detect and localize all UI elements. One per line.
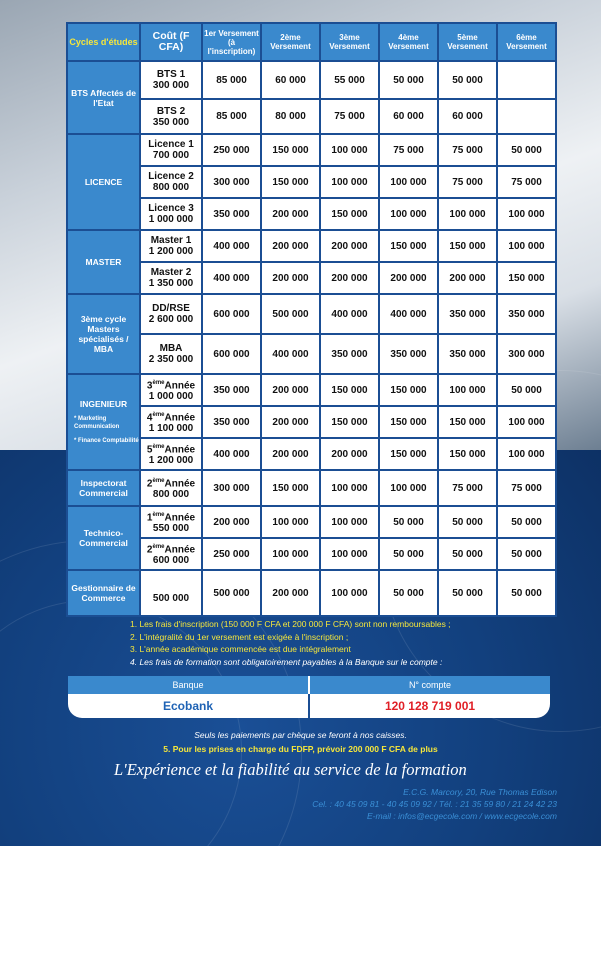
installment-cell: 85 000 [203, 62, 260, 98]
cycle-label: MASTER [85, 257, 122, 267]
installment-cell: 400 000 [262, 335, 319, 373]
table-header-row [68, 24, 555, 60]
program-name: Licence 3 [148, 203, 194, 214]
header-v4: 4ème Versement [380, 24, 437, 60]
program-cell [141, 62, 201, 98]
installment-cell: 350 000 [321, 335, 378, 373]
installment-cell: 150 000 [262, 135, 319, 165]
program-cost: 550 000 [152, 523, 190, 535]
program-year-number: 1 [146, 512, 153, 524]
cycle-label: Gestionnaire de Commerce [71, 583, 136, 603]
program-name: Master 1 [150, 235, 192, 246]
program-name: Année [164, 444, 196, 456]
installment-cell: 50 000 [380, 539, 437, 569]
program-name: Année [164, 544, 196, 556]
installment-cell: 400 000 [203, 263, 260, 293]
installment-cell: 50 000 [498, 375, 555, 405]
installment-cell: 85 000 [203, 100, 260, 133]
cycle-label: Technico-Commercial [79, 528, 128, 548]
account-header: N° compte [408, 680, 452, 690]
program-cost: 1 100 000 [148, 423, 194, 435]
table-row [68, 507, 555, 537]
installment-cell: 350 000 [380, 335, 437, 373]
installment-cell: 200 000 [439, 263, 496, 293]
installment-cell: 150 000 [262, 471, 319, 505]
installment-cell: 400 000 [321, 295, 378, 333]
table-row [68, 231, 555, 261]
installment-cell: 500 000 [262, 295, 319, 333]
program-year-number: 4 [146, 412, 153, 424]
installment-cell: 100 000 [321, 539, 378, 569]
program-name: Master 2 [150, 267, 192, 278]
table-row [68, 407, 555, 437]
program-cell [141, 100, 201, 133]
program-year-suffix: ème [152, 543, 165, 550]
program-name: Licence 1 [148, 139, 194, 150]
note-item: 3. L'année académique commencée est due intégralement [130, 644, 351, 654]
installment-cell: 50 000 [498, 539, 555, 569]
program-year-suffix: ème [152, 411, 165, 418]
contact-address: E.C.G. Marcory, 20, Rue Thomas Edison [403, 787, 557, 797]
table-row [68, 62, 555, 98]
installment-cell: 100 000 [262, 507, 319, 537]
installment-cell: 200 000 [321, 231, 378, 261]
note-item: 4. Les frais de formation sont obligatoirement payables à la Banque sur le compte : [130, 656, 443, 667]
installment-cell: 150 000 [380, 439, 437, 469]
program-cell [141, 231, 201, 261]
header-v1: 1er Versement (à l'inscription) [203, 24, 260, 60]
cheque-note: Seuls les paiements par chèque se feront à nos caisses. [194, 730, 407, 740]
installment-cell: 50 000 [380, 507, 437, 537]
installment-cell: 50 000 [498, 135, 555, 165]
installment-cell: 150 000 [321, 407, 378, 437]
header-v6: 6ème Versement [498, 24, 555, 60]
table-row [68, 335, 555, 373]
installment-cell: 150 000 [380, 407, 437, 437]
cycle-sub-label: * Finance Comptabilité [74, 438, 139, 444]
installment-cell: 150 000 [262, 167, 319, 197]
installment-cell: 350 000 [439, 295, 496, 333]
installment-cell: 300 000 [498, 335, 555, 373]
program-cell [141, 167, 201, 197]
program-year-suffix: ème [152, 443, 165, 450]
header-cost: Coût (F CFA) [141, 24, 201, 60]
installment-cell: 200 000 [321, 263, 378, 293]
installment-cell: 100 000 [439, 199, 496, 229]
program-name: DD/RSE [152, 303, 190, 314]
program-cell [141, 539, 201, 569]
table-row [68, 295, 555, 333]
installment-cell: 55 000 [321, 62, 378, 98]
installment-cell: 100 000 [498, 407, 555, 437]
installment-cell: 200 000 [262, 571, 319, 615]
cycle-label: INGENIEUR [79, 399, 128, 409]
installment-cell: 60 000 [262, 62, 319, 98]
installment-cell: 600 000 [203, 335, 260, 373]
installment-cell: 350 000 [203, 375, 260, 405]
installment-cell: 400 000 [203, 231, 260, 261]
installment-cell: 100 000 [439, 375, 496, 405]
program-cell [141, 471, 201, 505]
program-name: BTS 2 [156, 105, 186, 117]
program-name: Année [164, 512, 196, 524]
cycle-label: BTS Affectés de l'Etat [71, 87, 136, 108]
program-year-suffix: ème [152, 477, 165, 484]
installment-cell: 150 000 [439, 439, 496, 469]
bank-header: Banque [68, 676, 310, 694]
table-row [68, 167, 555, 197]
installment-cell: 150 000 [439, 231, 496, 261]
installment-cell: 75 000 [321, 100, 378, 133]
note-item: 1. Les frais d'inscription (150 000 F CFA et 200 000 F CFA) sont non remboursables ; [130, 619, 451, 629]
installment-cell: 400 000 [203, 439, 260, 469]
cycle-sub-label: * Marketing Communication [74, 416, 120, 430]
cycle-cell [68, 135, 139, 229]
program-cost: 1 200 000 [148, 455, 194, 467]
program-cost: 1 350 000 [148, 278, 194, 289]
installment-cell: 250 000 [203, 135, 260, 165]
table-row [68, 100, 555, 133]
program-name: Année [164, 380, 196, 392]
program-cell [141, 507, 201, 537]
installment-cell: 600 000 [203, 295, 260, 333]
program-cost: 500 000 [152, 593, 190, 604]
table-row [68, 539, 555, 569]
note-item: 2. L'intégralité du 1er versement est exigée à l'inscription ; [130, 631, 349, 642]
program-cost: 350 000 [152, 116, 190, 128]
installment-cell: 50 000 [439, 507, 496, 537]
installment-cell: 50 000 [439, 62, 496, 98]
fdfp-note: 5. Pour les prises en charge du FDFP, prévoir 200 000 F CFA de plus [163, 744, 438, 754]
program-cost: 600 000 [152, 555, 190, 567]
installment-cell [498, 62, 555, 98]
installment-cell: 200 000 [380, 263, 437, 293]
cycle-cell [68, 375, 139, 469]
installment-cell: 350 000 [203, 199, 260, 229]
program-cell [141, 375, 201, 405]
installment-cell: 150 000 [380, 231, 437, 261]
installment-cell: 200 000 [262, 231, 319, 261]
program-name: MBA [159, 343, 183, 354]
installment-cell: 50 000 [380, 571, 437, 615]
program-cell [141, 335, 201, 373]
installment-cell: 350 000 [498, 295, 555, 333]
header-v2: 2ème Versement [262, 24, 319, 60]
account-number: 120 128 719 001 [384, 699, 476, 713]
installment-cell: 150 000 [498, 263, 555, 293]
installment-cell: 150 000 [380, 375, 437, 405]
installment-cell: 100 000 [498, 439, 555, 469]
header-cycles: Cycles d'études [68, 24, 139, 60]
program-cell [141, 439, 201, 469]
installment-cell: 200 000 [262, 263, 319, 293]
installment-cell: 100 000 [498, 199, 555, 229]
installment-cell: 100 000 [321, 135, 378, 165]
table-row [68, 439, 555, 469]
contact-phones: Cel. : 40 45 09 81 - 40 45 09 92 / Tél. : 21 35 59 80 / 21 24 42 23 [312, 799, 557, 809]
program-cell [141, 135, 201, 165]
program-name: Année [164, 412, 196, 424]
installment-cell: 250 000 [203, 539, 260, 569]
program-year-number: 2 [146, 544, 153, 556]
installment-cell: 75 000 [498, 167, 555, 197]
installment-cell: 100 000 [321, 507, 378, 537]
program-cell [141, 407, 201, 437]
contact-block [312, 786, 557, 822]
installment-cell: 50 000 [498, 507, 555, 537]
program-cost: 300 000 [152, 80, 190, 91]
installment-cell: 80 000 [262, 100, 319, 133]
program-name: BTS 1 [156, 69, 186, 80]
program-name: Licence 2 [148, 171, 194, 182]
installment-cell: 60 000 [439, 100, 496, 133]
installment-cell: 400 000 [380, 295, 437, 333]
program-cost: 2 600 000 [148, 314, 194, 325]
installment-cell [498, 100, 555, 133]
table-row [68, 375, 555, 405]
installment-cell: 75 000 [439, 471, 496, 505]
cycle-label: LICENCE [84, 177, 123, 187]
installment-cell: 100 000 [380, 167, 437, 197]
cycle-label: 3ème cycle Masters spécialisés / MBA [78, 314, 129, 354]
installment-cell: 50 000 [498, 571, 555, 615]
installment-cell: 150 000 [439, 407, 496, 437]
program-year-number: 5 [146, 444, 153, 456]
installment-cell: 50 000 [380, 62, 437, 98]
installment-cell: 300 000 [203, 471, 260, 505]
program-year-number: 3 [146, 380, 153, 392]
table-row [68, 199, 555, 229]
installment-cell: 100 000 [321, 471, 378, 505]
program-cost: 1 000 000 [148, 214, 194, 225]
program-cost: 700 000 [152, 150, 190, 161]
program-year-suffix: ème [152, 379, 165, 386]
installment-cell: 100 000 [262, 539, 319, 569]
cycle-cell [68, 471, 139, 505]
fees-table [66, 22, 557, 617]
program-cost: 1 000 000 [148, 391, 194, 403]
installment-cell: 100 000 [498, 231, 555, 261]
installment-cell: 150 000 [321, 375, 378, 405]
installment-cell: 200 000 [321, 439, 378, 469]
installment-cell: 500 000 [203, 571, 260, 615]
installment-cell: 75 000 [439, 135, 496, 165]
contact-email: E-mail : infos@ecgecole.com / www.ecgecole.com [366, 811, 557, 821]
installment-cell: 100 000 [380, 471, 437, 505]
program-year-number: 2 [146, 478, 153, 490]
program-cell [141, 263, 201, 293]
slogan: L'Expérience et la fiabilité au service de la formation [114, 760, 467, 779]
cycle-cell [68, 507, 139, 569]
installment-cell: 100 000 [380, 199, 437, 229]
header-v5: 5ème Versement [439, 24, 496, 60]
notes-list [130, 618, 570, 668]
installment-cell: 50 000 [439, 539, 496, 569]
program-cost: 800 000 [152, 489, 190, 501]
installment-cell: 300 000 [203, 167, 260, 197]
table-row [68, 263, 555, 293]
table-row [68, 571, 555, 615]
program-cell [141, 295, 201, 333]
program-name: Année [164, 478, 196, 490]
cycle-label: Inspectorat Commercial [79, 478, 128, 498]
header-v3: 3ème Versement [321, 24, 378, 60]
installment-cell: 100 000 [321, 571, 378, 615]
program-cost: 1 200 000 [148, 246, 194, 257]
program-year-suffix: ème [152, 511, 165, 518]
installment-cell: 50 000 [439, 571, 496, 615]
cycle-cell [68, 571, 139, 615]
installment-cell: 200 000 [262, 407, 319, 437]
table-row [68, 471, 555, 505]
installment-cell: 75 000 [498, 471, 555, 505]
bank-name: Ecobank [68, 694, 310, 718]
program-cost: 800 000 [152, 182, 190, 193]
installment-cell: 75 000 [380, 135, 437, 165]
program-cost: 2 350 000 [148, 354, 194, 365]
cycle-cell [68, 62, 139, 133]
installment-cell: 200 000 [262, 199, 319, 229]
installment-cell: 350 000 [203, 407, 260, 437]
installment-cell: 350 000 [439, 335, 496, 373]
program-cell [141, 571, 201, 615]
bank-box [68, 676, 550, 718]
installment-cell: 100 000 [321, 167, 378, 197]
cycle-cell [68, 231, 139, 293]
installment-cell: 75 000 [439, 167, 496, 197]
installment-cell: 200 000 [203, 507, 260, 537]
installment-cell: 200 000 [262, 439, 319, 469]
program-cell [141, 199, 201, 229]
installment-cell: 150 000 [321, 199, 378, 229]
installment-cell: 60 000 [380, 100, 437, 133]
table-row [68, 135, 555, 165]
installment-cell: 200 000 [262, 375, 319, 405]
cycle-cell [68, 295, 139, 373]
